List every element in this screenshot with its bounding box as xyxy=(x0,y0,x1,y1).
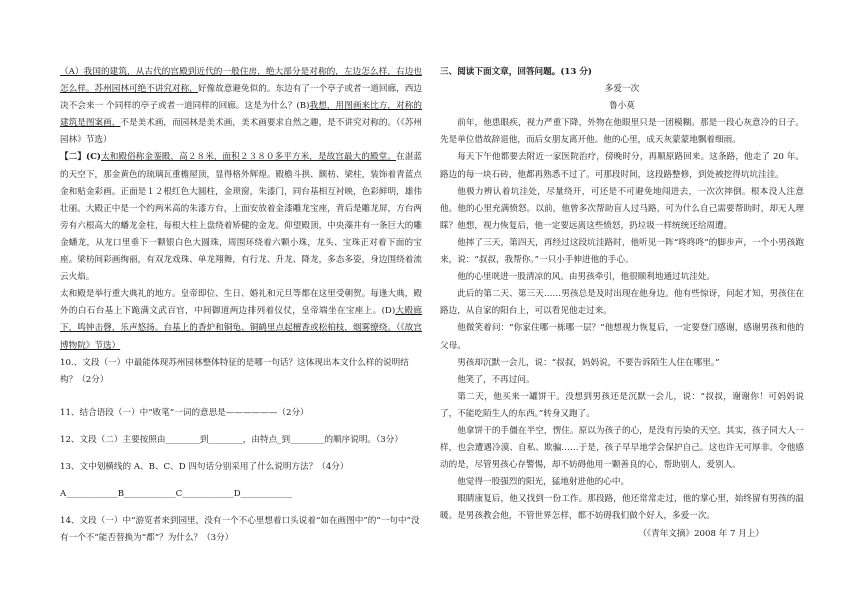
article-para: 他觉得一股强烈的阳光，猛地射进他的心中。 xyxy=(457,477,630,488)
passage-one xyxy=(60,64,422,149)
article-para: 他拿饼干的手僵在半空，愣住。原以为孩子的心，是没有污染的天空。其实，孩子同大人一样，也会遭遇冷漠、自私、欺骗……于是，孩子早早地学会保护自己。这也许无可厚非。令他感动的是，尽管男孩心存警惕，却不妨碍他用一颗善良的心，帮助别人，爱别人。 xyxy=(440,425,804,471)
article-para: 男孩却沉默一会儿，说：“叔叔，妈妈说，不要告诉陌生人住在哪里。” xyxy=(457,357,720,368)
question-14: 14、文段（一）中“游览者来到园里，没有一个不心里想着口头说着“如在画图中”的“一句中“没有一个不”能否替换为“都”？为什么？（3分） xyxy=(60,516,420,544)
article-para: 第二天，他买来一罐饼干。没想到男孩还是沉默一会儿，说：“叔叔，谢谢你！可妈妈说了，不能吃陌生人的东西。”转身又跑了。 xyxy=(440,391,804,419)
article-para: 他笑了，不再过问。 xyxy=(457,374,535,385)
article-para: 每天下午他都要去附近一家医院治疗，傍晚时分，再顺原路回来。这条路，他走了 20 年。路边的每一块石砖，他都再熟悉不过了。可那段时间，这段路整修，到处被挖得坑坑洼洼。 xyxy=(440,152,804,180)
article-para: 此后的第二天、第三天……男孩总是及时出现在他身边。他有些惊讶，问起才知，男孩住在路边，从自家的阳台上，可以看见他走过来。 xyxy=(440,289,804,317)
article-para: 他的心里咣进一股清凉的风。由男孩牵引，他很顺利地通过坑洼处。 xyxy=(457,272,716,283)
passage-two xyxy=(60,149,422,286)
passage-one-end: 不是美术画，而园林是美术画，美术画要求自然之趣，是不讲究对称的。（《苏州园林》节选） xyxy=(60,118,422,146)
question-10: 10.、文段（一）中最能体现苏州园林整体特征的是哪一句话？这体现出本文什么样的说明结构？（2分） xyxy=(60,357,409,385)
passage-two-text: 在湛蓝的天空下，那金黄色的琉璃瓦重檐屋顶，显得格外辉煌。殿檐斗拱、额枋、梁柱，装饰着青蓝点金和贴金彩画。正面是１２根红色大圆柱，金琐窗，朱漆门，同台基相互衬映，色彩鲜明，雄伟壮丽。大殿正中是一个约两米高的朱漆方台，上面安放着金漆雕龙宝座，背后是雕龙屏，方台两旁有六根高大的蟠龙金柱，每根大柱上盘绕着矫健的金龙。仰望殿顶，中央藻井有一条巨大的雕金蟠龙，从龙口里垂下一颗银白色大圆珠，周围环绕着六颗小珠，龙头、宝珠正对着下面的宝座。梁枋间彩画绚丽，有双龙戏珠、单龙翔舞，有行龙、升龙、降龙，多态多姿，身边围绕着流云火焰。 xyxy=(60,152,422,283)
passage-two-text-2: 太和殿是举行重大典礼的地方。皇帝即位、生日、婚礼和元旦等都在这里受朝贺。每逢大典，殿外的白石台基上下跪满文武百官，中间御道两边排列着仪仗，皇帝端坐在宝座上。(D) xyxy=(60,289,422,317)
article-para: 他极力辨认着坑洼处，尽量绕开，可还是不可避免地闯进去，一次次摔倒。根本没人注意他。他的心里充满愤怒。以前，他曾多次帮助盲人过马路，可为什么自己需要帮助时，却无人理睬？他想，视力恢复后，他一定要远离这些愤怒，扔垃圾一样统统还给周遭。 xyxy=(440,186,804,231)
question-13: 13、文中划横线的 A、B、C、D 四句话分别采用了什么说明方法？（4分） xyxy=(60,461,349,472)
question-13-blanks: A____________B____________C____________D____________ xyxy=(60,489,293,500)
sentence-c: 太和殿俗称金銮殿，高２８米，面积２３８０多平方米，是故宫最大的殿堂。 xyxy=(101,152,397,163)
left-column xyxy=(60,64,422,547)
passage-two-cont xyxy=(60,286,422,354)
article-para: 眼睛康复后，他又找到一份工作。那段路，他还常常走过，他的掌心里，始终留有男孩的温暖。是男孩教会他，不管世界怎样，都不妨碍我们做个好人，多爱一次。 xyxy=(440,494,804,522)
section-heading: 三、阅读下面文章，回答问题。(13 分) xyxy=(440,67,592,77)
sentence-b: 我想，用图画来比方，对称的建筑是图案画， xyxy=(60,101,422,129)
article-para: 前年，他患眼疾，视力严重下降，外物在他眼里只是一团模糊。那是一段心灰意冷的日子。先是单位借故辞退他，而后女朋友离开他。他的心里，成天灰蒙蒙地飘着细雨。 xyxy=(440,118,804,146)
article-author: 鲁小莫 xyxy=(609,101,635,112)
passage-two-end: 台基上的香炉和铜龟、铜鹤里点起檀香或松柏枝，烟雾缭绕。（《故宫博物院》节选） xyxy=(60,323,422,351)
sentence-d: 大殿廊下，鸣钟击磬，乐声悠扬。 xyxy=(60,306,422,334)
article-title: 多爱一次 xyxy=(604,84,640,95)
sentence-a: （A）我国的建筑，从古代的宫殿到近代的一般住房，绝大部分是对称的，左边怎么样，右边也怎么样。苏州园林可绝不讲究对称， xyxy=(60,67,422,95)
article-para: 他微笑着问：“你家住哪一栋哪一层？”他想视力恢复后，一定要登门感谢，感谢男孩和他的父母。 xyxy=(440,323,804,351)
passage-one-text: 好像故意避免似的。东边有了一个亭子或者一道回廊，西边决不会来一 个同样的亭子或者一道同样的回廊。这是为什么？(B) xyxy=(60,84,422,112)
passage-two-label: 【二】(C) xyxy=(60,152,101,163)
article-para: 他摔了三天，第四天，再经过这段坑洼路时，他听见一阵“咚咚咚”的脚步声，一个小男孩跑来，说：“叔叔，我帮你。”一只小手伸进他的手心。 xyxy=(440,237,804,266)
right-column xyxy=(440,64,804,543)
article-source: （《青年文摘》2008 年 7 月上） xyxy=(638,528,764,539)
question-11: 11、结合语段（一）中“败笔”一词的意思是——————（2分） xyxy=(60,407,309,418)
question-12: 12、文段（二）主要按照由________到________，由特点_到________的顺序说明。（3分） xyxy=(60,434,403,445)
